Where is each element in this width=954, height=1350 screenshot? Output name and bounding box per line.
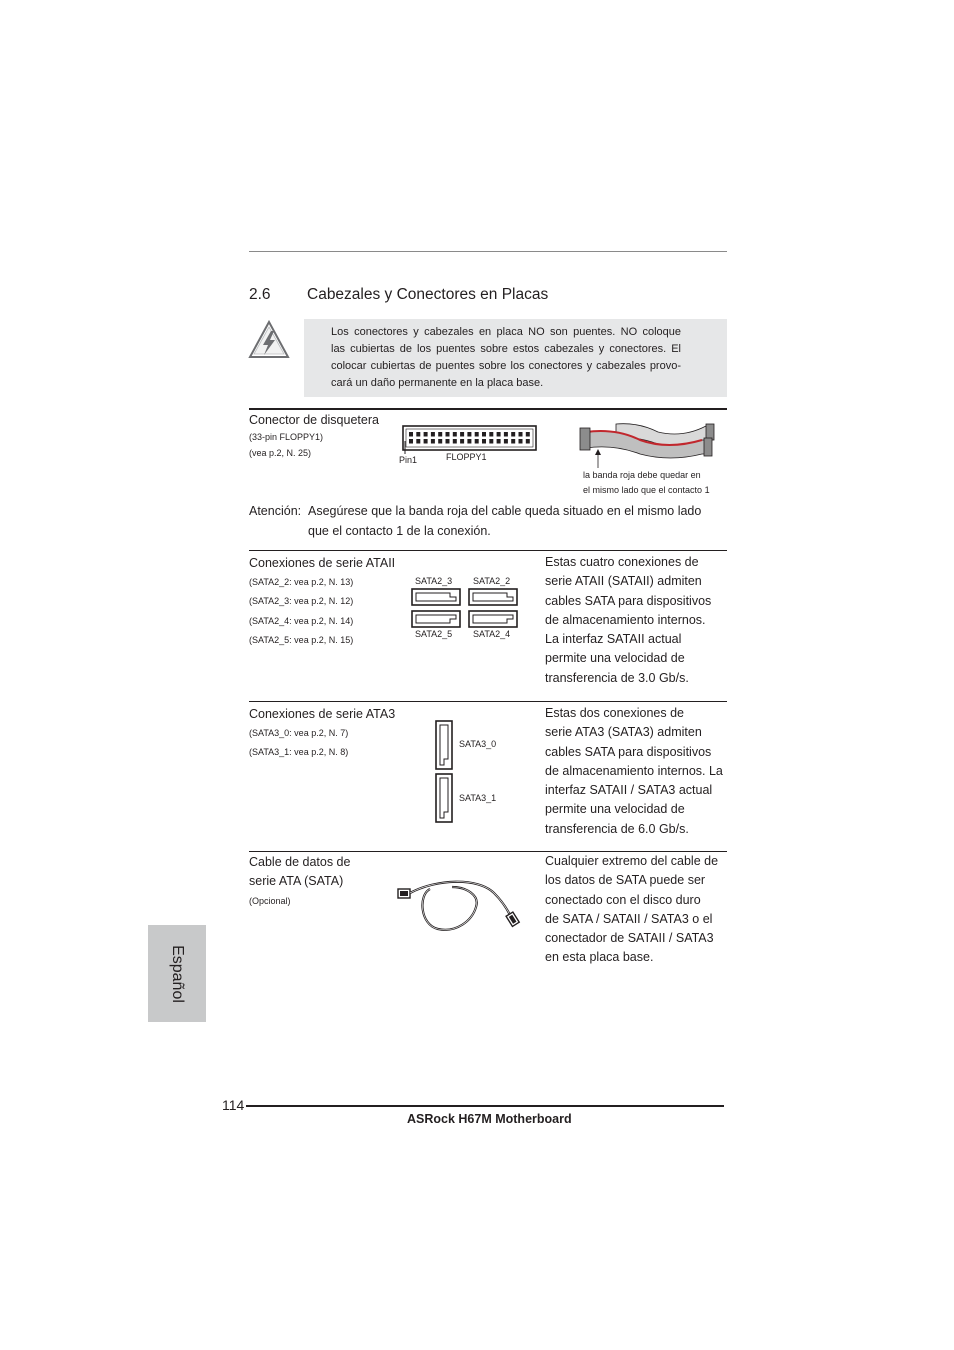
page-number: 114 — [222, 1097, 245, 1113]
sataii-connectors-diagram — [410, 587, 520, 629]
sata-cable-heading: Cable de datos de — [249, 855, 351, 869]
description-line: los datos de SATA puede ser — [545, 873, 706, 888]
attention-text: Asegúrese que la banda roja del cable queda situado en el mismo lado — [308, 504, 702, 518]
language-tab-label: Español — [169, 944, 186, 1003]
floppy-pin — [467, 439, 471, 444]
description-line: serie ATA3 (SATA3) admiten — [545, 725, 702, 740]
warning-text — [331, 324, 681, 392]
sata2-2-label: SATA2_2 — [473, 576, 511, 586]
floppy-pin — [438, 432, 442, 437]
warning-line: Los conectores y cabezales en placa NO son puentes. NO coloque — [331, 326, 681, 338]
floppy-pin — [431, 439, 435, 444]
floppy-detail: (33-pin FLOPPY1) — [249, 432, 324, 442]
floppy-pin — [475, 439, 479, 444]
cable-note: la banda roja debe quedar en — [583, 470, 701, 480]
floppy-pin — [489, 432, 493, 437]
floppy-pin — [482, 439, 486, 444]
floppy-pin — [482, 432, 486, 437]
sata-cable-description — [545, 852, 718, 968]
language-side-tab — [148, 925, 206, 1022]
sata3-detail: (SATA3_0: vea p.2, N. 7) — [249, 728, 349, 738]
section-divider — [249, 701, 727, 702]
sata3-0-label: SATA3_0 — [459, 739, 497, 749]
floppy-pin — [519, 432, 523, 437]
description-line: permite una velocidad de — [545, 651, 685, 666]
section-title-text: Cabezales y Conectores en Placas — [307, 286, 549, 303]
floppy-pin — [497, 432, 501, 437]
description-line: conectador de SATAII / SATA3 — [545, 931, 714, 946]
sata-cable-detail: (Opcional) — [249, 896, 291, 906]
sata3-heading: Conexiones de serie ATA3 — [249, 707, 396, 721]
floppy-pin — [460, 432, 464, 437]
sata2-3-label: SATA2_3 — [415, 576, 453, 586]
floppy-cable-illustration — [578, 418, 718, 468]
footer-title: ASRock H67M Motherboard — [407, 1112, 572, 1126]
footer-rule — [246, 1105, 724, 1107]
floppy-pin — [409, 439, 413, 444]
floppy-pin — [526, 439, 530, 444]
floppy-header-diagram — [398, 424, 540, 454]
floppy-pin — [438, 439, 442, 444]
description-line: cables SATA para dispositivos — [545, 744, 712, 759]
description-line: La interfaz SATAII actual — [545, 632, 682, 647]
sata2-5-label: SATA2_5 — [415, 629, 453, 639]
sataii-detail: (SATA2_2: vea p.2, N. 13) — [249, 577, 354, 587]
floppy-pin — [431, 432, 435, 437]
floppy-pin — [424, 432, 428, 437]
description-line: conectado con el disco duro — [545, 892, 701, 907]
floppy-pin — [416, 439, 420, 444]
floppy1-label: FLOPPY1 — [446, 452, 487, 462]
floppy-pin — [504, 439, 508, 444]
warning-line: colocar cubiertas de puentes sobre los conectores y cabezales provo- — [331, 360, 681, 372]
floppy-pin — [424, 439, 428, 444]
description-line: Estas cuatro conexiones de — [545, 555, 699, 569]
description-line: de SATA / SATAII / SATA3 o el — [545, 911, 713, 926]
description-line: de almacenamiento internos. La — [545, 763, 723, 778]
floppy-pin — [504, 432, 508, 437]
floppy-pin — [453, 432, 457, 437]
floppy-pin — [460, 439, 464, 444]
cable-note: el mismo lado que el contacto 1 — [583, 485, 710, 495]
description-line: transferencia de 3.0 Gb/s. — [545, 670, 689, 685]
section-divider — [249, 550, 727, 551]
attention-label: Atención: — [249, 504, 302, 518]
description-line: permite una velocidad de — [545, 802, 685, 817]
sataii-detail: (SATA2_3: vea p.2, N. 12) — [249, 596, 354, 606]
sataii-description — [545, 553, 711, 688]
floppy-pin — [526, 432, 530, 437]
section-title — [249, 286, 548, 304]
warning-icon — [247, 319, 291, 361]
sata3-detail: (SATA3_1: vea p.2, N. 8) — [249, 747, 349, 757]
floppy-pin — [489, 439, 493, 444]
sata3-1-label: SATA3_1 — [459, 793, 497, 803]
section-number: 2.6 — [249, 286, 271, 303]
section-divider — [249, 408, 727, 410]
floppy-pin — [446, 439, 450, 444]
warning-box — [304, 319, 727, 397]
sata-cable-heading: serie ATA (SATA) — [249, 874, 344, 888]
floppy-heading: Conector de disquetera — [249, 413, 379, 427]
sataii-heading: Conexiones de serie ATAII — [249, 556, 396, 570]
floppy-pin — [453, 439, 457, 444]
description-line: cables SATA para dispositivos — [545, 593, 712, 608]
floppy-pin — [467, 432, 471, 437]
sata3-description — [545, 704, 723, 839]
sata-cable-illustration — [396, 877, 522, 933]
sataii-detail: (SATA2_4: vea p.2, N. 14) — [249, 616, 354, 626]
floppy-pin — [409, 432, 413, 437]
top-rule — [249, 251, 727, 252]
pin1-label: Pin1 — [399, 455, 418, 465]
floppy-pin — [446, 432, 450, 437]
floppy-pin — [497, 439, 501, 444]
attention-text: que el contacto 1 de la conexión. — [308, 524, 491, 538]
floppy-detail: (vea p.2, N. 25) — [249, 448, 312, 458]
description-line: Estas dos conexiones de — [545, 706, 684, 720]
warning-line: cará un daño permanente en la placa base. — [331, 377, 544, 389]
floppy-pin — [519, 439, 523, 444]
description-line: interfaz SATAII / SATA3 actual — [545, 783, 713, 798]
description-line: serie ATAII (SATAII) admiten — [545, 574, 702, 589]
floppy-pin — [475, 432, 479, 437]
floppy-pin — [511, 439, 515, 444]
warning-line: las cubiertas de los puentes sobre estos cabezales y conectores. El — [331, 343, 681, 355]
floppy-pin — [511, 432, 515, 437]
floppy-pin — [416, 432, 420, 437]
description-line: en esta placa base. — [545, 950, 654, 965]
sata2-4-label: SATA2_4 — [473, 629, 511, 639]
description-line: de almacenamiento internos. — [545, 612, 706, 627]
sata3-connectors-diagram — [434, 719, 456, 825]
description-line: Cualquier extremo del cable de — [545, 854, 719, 868]
sataii-detail: (SATA2_5: vea p.2, N. 15) — [249, 635, 354, 645]
description-line: transferencia de 6.0 Gb/s. — [545, 821, 689, 836]
